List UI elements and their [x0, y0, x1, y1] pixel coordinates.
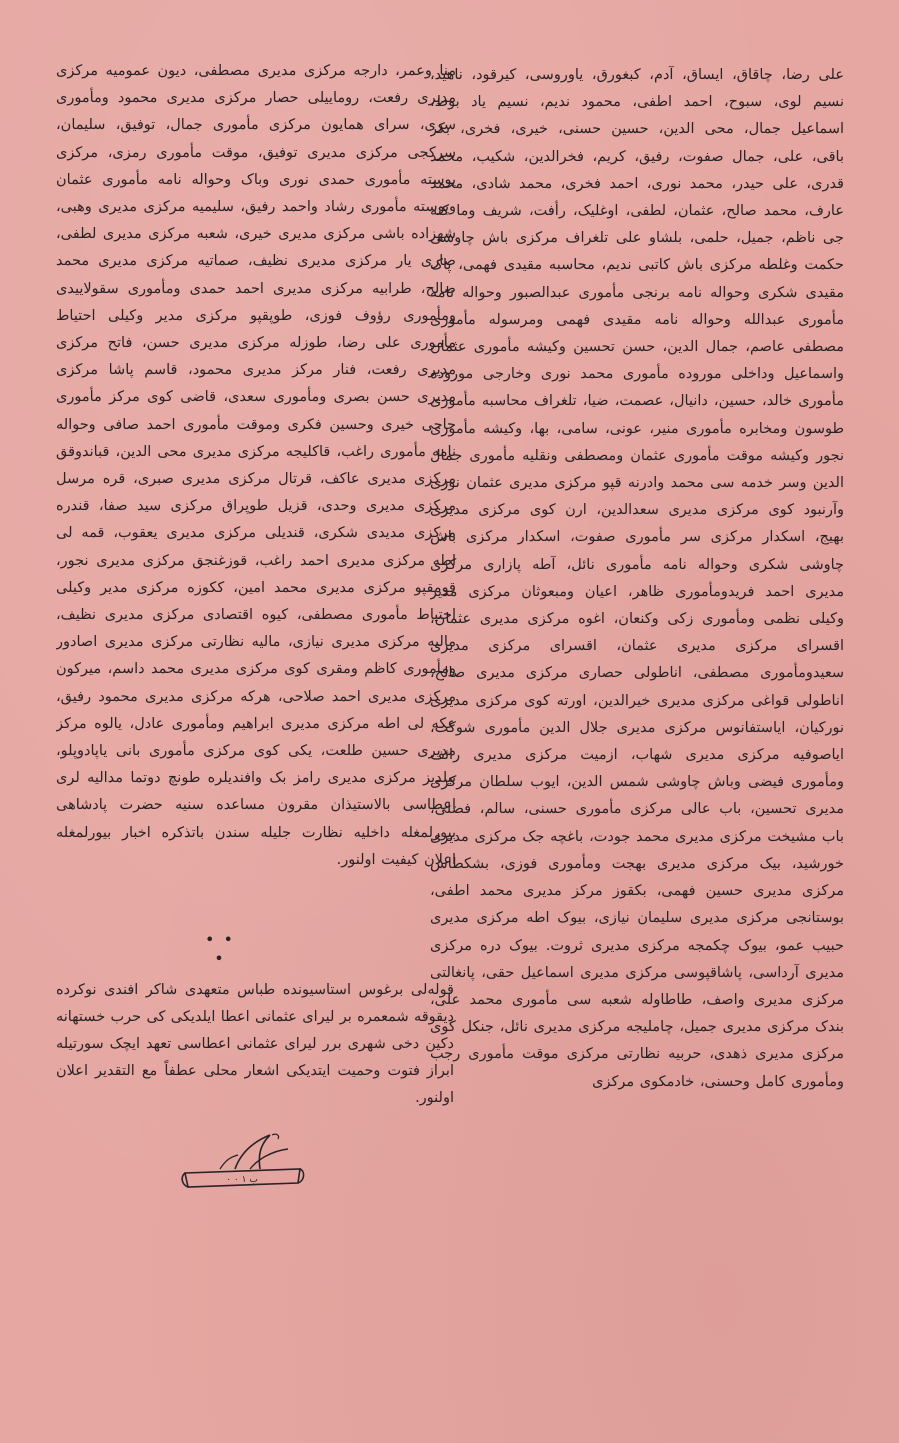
right-column-text: [430, 62, 844, 1232]
notice-paragraph: قولەلی برغوس استاسیونده طباس متعهدی شاکر افندی نوکرده دیقوقه شمعمره بر لیرای عثمانی اعطا ایلدیکی کی حرب خستهانه دکین دخی شهری برر لیرای عثمانی اعطاسی تعهد ایچک سورتیله ابراز فتوت وحمیت ایتدیکی اشعار محلی عطفاً مع التقدیر اعلان اولنور.: [56, 981, 454, 1107]
section-separator: • • •: [205, 930, 235, 968]
left-column-text: [56, 58, 456, 920]
right-column-paragraph: علی رضا، چاقاق، ایساق، آدم، کبغورق، یاوروسی، کیرقود، ناهید، نسیم لوی، سبوح، احمد اطفی، محمود ندیم، نسیم یاد بوط، اسماعیل جمال، محی الدین، حسین حسنی، خیری، فخری، بکر باقی، علی، جمال صفوت، رفیق، کریم، فخرالدین، شکیب، محمد قدری، علی حیدر، محمد نوری، احمد فخری، محمد شادی، محمد عارف، محمد صالح، عثمان، لطفی، اوغلیک، رأفت، شریف وما کنه جی ناظم، جمیل، حلمی، بلشاو علی تلغراف مرکزی باش چاوشی حکمت وغلطه مرکزی باش کاتبی ندیم، محاسبه مقیدی فهمی، پاک مقیدی شکری وحواله نامه برنجی مأموری عبدالصبور وحواله نامه مأموری عبدالله وحواله نامه مقیدی فهمی ومرسوله مأموری مصطفی عاصم، جمال الدین، حسن تحسین وکیشه مأموری عثمان واسماعیل وداخلی موروده مأموری محمد نوری وخارجی موروده مأموری خالد، حسین، دانیال، عصمت، ضیا، تلغراف محاسبه مأموری طوسون ومخابره مأموری منیر، عونی، سامی، بها، وکیشه مأموری نجور وکیشه موقت مأموری عثمان ومصطفی ونقلیه مأموری جمال الدین وسر خدمه سی محمد وادرنه قپو مرکزی مدیری عثمان نوری وآرنبود کوی مرکزی مدیری سعدالدین، ارن کوی مرکزی مدیری بهیج، اسکدار مرکزی سر مأموری صفوت، اسکدار مرکزی باش چاوشی شکری وحواله نامه مأموری نائل، آطه پازاری مرکزی مدیری احمد فریدومأموری ظاهر، اعیان ومبعوثان مرکزی مدیر وکیلی نظمی ومأموری زکی وکنعان، اغوه مرکزی مدیری عثمان، اقسرای مرکزی مدیری عثمان، اقسرای مرکزی مدیری سعیدومأموری مصطفی، اناطولی حصاری مرکزی مدیری صالح، اناطولی قواغی مرکزی مدیری خیرالدین، اورته کوی مرکزی مدیری نورکیان، ایاستفانوس مرکزی مدیری جلال الدین مأموری شوکت، ایاصوفیه مرکزی مدیری شهاب، ازمیت مرکزی مدیری رائف ومأموری فیضی وباش چاوشی شمس الدین، ایوب سلطان مرکزی مدیری تحسین، باب عالی مرکزی مأموری حسنی، سالم، فضلی، باب مشیخت مرکزی مدیری محمد جودت، باغچه جک مرکزی مدیری خورشید، بیک مرکزی مدیری بهجت ومأموری فوزی، بشکطاش مرکزی مدیری حسین فهمی، بکقوز مرکز مدیری محمد اطفی، بوستانجی مرکزی مدیری سلیمان نیازی، بیوک اطه مرکزی مدیری حبیب عمو، بیوک چکمجه مرکزی مدیری ثروت. بیوک دره مرکزی مدیری آرداسی، پاشاقپوسی مرکزی مدیری اسماعیل حقی، پانغالتی مرکزی مدیری واصف، طاطاوله شعبه سی مأموری محمد علی، بندک مرکزی مدیری جمیل، چاملیجه مرکزی مدیری نائل، جنکل کوی مرکزی مدیری ذهدی، حربیه نظارتی مرکزی موقت مأموری رجب ومأموری کامل وحسنی، خادمکوی مرکزی: [430, 67, 844, 1090]
printer-ornament-icon: [180, 1125, 310, 1195]
notice-text: [56, 962, 454, 1122]
ornament-label: ب ١ ٠ ٠: [226, 1175, 258, 1185]
left-column-paragraph: منا وعمر، دارجه مرکزی مدیری مصطفی، دیون عمومیه مرکزی مدیری رفعت، روماییلی حصار مرکزی مدیری محمود ومأموری سری، سرای همایون مرکزی مأموری جمال، توفیق، سلیمان، سرکجی مرکزی مدیری توفیق، موقت مأموری رمزی، مرکزی پوسته مأموری حمدی نوری وباک وحواله نامه مأموری عثمان وپوسته مأموری رشاد واحمد رفیق، سلیمیه مرکزی مدیری وهبی، شهزاده باشی مرکزی مدیری خیری، شعبه مرکزی مدیری لطفی، صاری یار مرکزی مدیری نظیف، صماتیه مرکزی مدیری محمد صالح، طرابیه مرکزی مدیری احمد حمدی ومأموری سقولاییدی ومأموری رؤوف فوزی، طوپقپو مرکزی مدیر وکیلی احتیاط مأموری علی رضا، طوزله مرکزی مدیری حسن، فاتح مرکزی مدیری رفعت، فنار مرکز مدیری محمود، قاسم پاشا مرکزی مدیری حسن بصری ومأموری سعدی، قاضی کوی مرکز مأموری حاجی خیری وحسین فکری وموقت مأموری احمد صافی وحواله نامه مأموری راغب، قاکلیجه مرکزی مدیری محی الدین، قباندوقق مرکزی مدیری عاکف، قرتال مرکزی مدیری صبری، قره مرسل مرکزی مدیری وحدی، قزیل طوپراق مرکزی سید صفا، قندره مرکزی مدیدی شکری، قندیلی مرکزی مدیری یعقوب، قمه لی اطه مرکزی مدیری احمد راغب، قوزغنجق مرکزی مدیری نجور، قومقپو مرکزی مدیری محمد امین، ککوزه مرکزی مدیر وکیلی احتیاط مأموری مصطفی، کیوه اقتصادی مرکزی مدیری نظیف، مالیه مرکزی مدیری نیازی، مالیه نظارتی مرکزی مدیری اصادور ومأموری کاظم ومقری کوی مرکزی مدیری محمد داسم، میرکون مرکزی مدیری احمد صلاحی، هرکه مرکزی مدیری محمود رفیق، عکه لی اطه مرکزی مدیری ابراهیم ومأموری عادل، یالوه مرکز مدیری حسین طلعت، یکی کوی مرکزی مأموری بانی یاپادوپلو، بیلدیز مرکزی مدیری رامز بک وافندیلره طونچ دوتما مدالیه لری اعطاسی بالاستیذان مقرون مساعده سنیه حضرت پادشاهی بیورلمغله داخلیه نظارت جلیله سندن باتذکره اخبار بیورلمغله اعلان کیفیت اولنور.: [56, 63, 456, 868]
